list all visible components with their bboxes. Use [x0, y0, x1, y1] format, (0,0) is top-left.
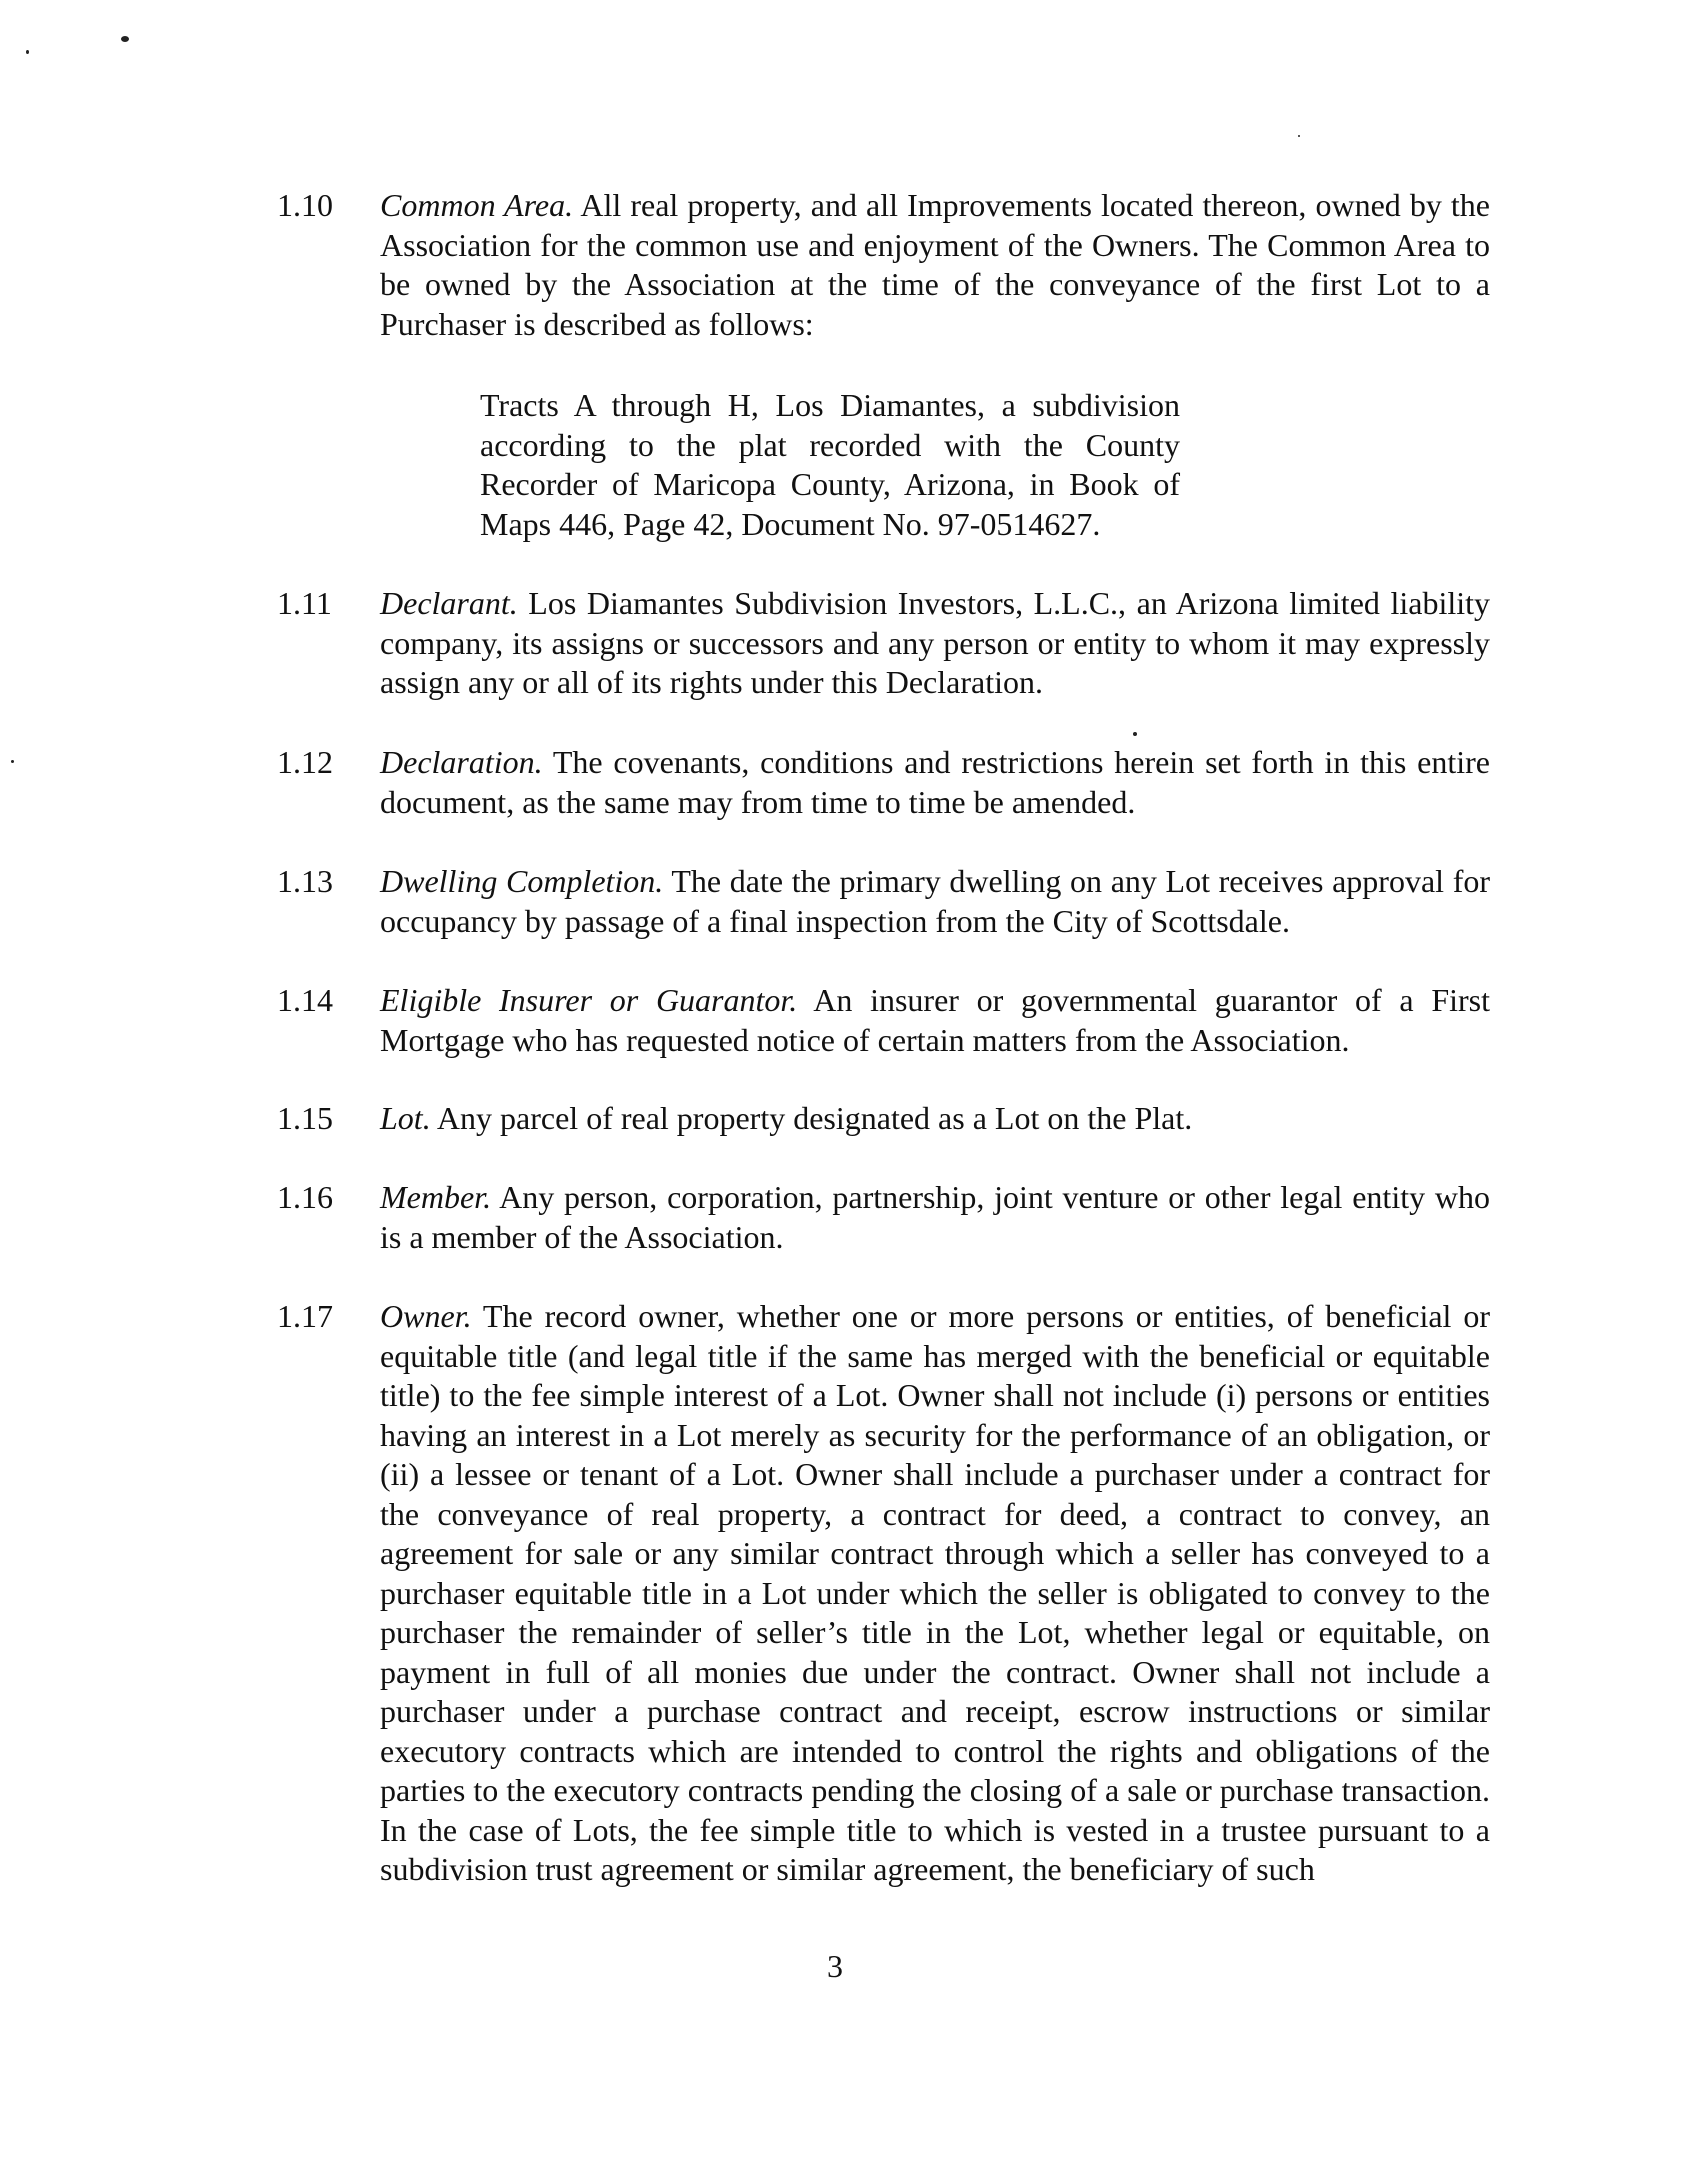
section-number: 1.14 [277, 982, 333, 1018]
definition-body [380, 1297, 1490, 1890]
definition-body [380, 186, 1490, 344]
scan-speck [1298, 135, 1300, 137]
definition-1-13 [277, 862, 1507, 941]
section-number: 1.10 [277, 187, 333, 223]
section-number: 1.13 [277, 863, 333, 899]
definition-body [380, 1178, 1490, 1257]
scan-speck [11, 760, 14, 763]
definition-text: Any parcel of real property designated as a Lot on the Plat. [430, 1100, 1193, 1136]
section-number: 1.16 [277, 1179, 333, 1215]
section-number: 1.12 [277, 744, 333, 780]
definition-body [380, 862, 1490, 941]
definition-text: An insurer or governmental guarantor of a First Mortgage who has requested notice of certain matters from the Association. [380, 982, 1491, 1058]
legal-description-block: Tracts A through H, Los Diamantes, a subdivision according to the plat recorded with the County Recorder of Maricopa County, Arizona, in Book of Maps 446, Page 42, Document No. 97-0514627. [480, 387, 1180, 542]
definition-body [380, 743, 1490, 822]
definition-body [380, 981, 1490, 1060]
scan-speck [121, 36, 129, 42]
defined-term: Lot. [380, 1100, 431, 1136]
section-number: 1.17 [277, 1298, 333, 1334]
definition-1-11 [277, 584, 1507, 703]
definition-1-15 [277, 1099, 1507, 1139]
definition-body [380, 1099, 1490, 1139]
definition-1-17 [277, 1297, 1507, 1890]
section-number: 1.15 [277, 1100, 333, 1136]
definition-body [380, 584, 1490, 703]
scan-speck [26, 50, 29, 54]
defined-term: Owner. [380, 1298, 472, 1334]
defined-term: Member. [380, 1179, 492, 1215]
defined-term: Eligible Insurer or Guarantor. [380, 982, 798, 1018]
definition-1-12 [277, 743, 1507, 822]
definition-text: The date the primary dwelling on any Lot receives approval for occupancy by passage of a final inspection from the City of Scottsdale. [380, 863, 1491, 939]
section-number: 1.11 [277, 585, 332, 621]
defined-term: Common Area. [380, 187, 574, 223]
definition-text: The covenants, conditions and restrictions herein set forth in this entire document, as the same may from time to time be amended. [380, 744, 1490, 820]
scan-speck [1133, 732, 1137, 736]
page-number: 3 [827, 1948, 843, 1984]
defined-term: Declarant. [380, 585, 518, 621]
definition-1-16 [277, 1178, 1507, 1257]
definition-text: Los Diamantes Subdivision Investors, L.L.C., an Arizona limited liability company, its assigns or successors and any person or entity to whom it may expressly assign any or all of its rights under this Declaration. [380, 585, 1490, 700]
definition-text: All real property, and all Improvements located thereon, owned by the Association for the common use and enjoyment of the Owners. The Common Area to be owned by the Association at the time of the conveyance of the first Lot to a Purchaser is described as follows: [380, 187, 1491, 342]
defined-term: Declaration. [380, 744, 543, 780]
definition-text: Any person, corporation, partnership, joint venture or other legal entity who is a member of the Association. [380, 1179, 1490, 1255]
definition-1-10 [277, 186, 1507, 344]
defined-term: Dwelling Completion. [380, 863, 664, 899]
definition-1-14 [277, 981, 1507, 1060]
definition-text: The record owner, whether one or more persons or entities, of beneficial or equitable title (and legal title if the same has merged with the beneficial or equitable title) to the fee simple interest of a Lot. Owner shall not include (i) persons or entities having an interest in a Lot merely as security for the performance of an obligation, or (ii) a lessee or tenant of a Lot. Owner shall include a purchaser under a contract for the conveyance of real property, a contract for deed, a contract to convey, an agreement for sale or any similar contract through which a seller has conveyed to a purchaser equitable title in a Lot under which the seller is obligated to convey to the purchaser the remainder of seller’s title in the Lot, whether legal or equitable, on payment in full of all monies due under the contract. Owner shall not include a purchaser under a purchase contract and receipt, escrow instructions or similar executory contracts which are intended to control the rights and obligations of the parties to the executory contracts pending the closing of a sale or purchase transaction. In the case of Lots, the fee simple title to which is vested in a trustee pursuant to a subdivision trust agreement or similar agreement, the beneficiary of such [380, 1298, 1490, 1887]
